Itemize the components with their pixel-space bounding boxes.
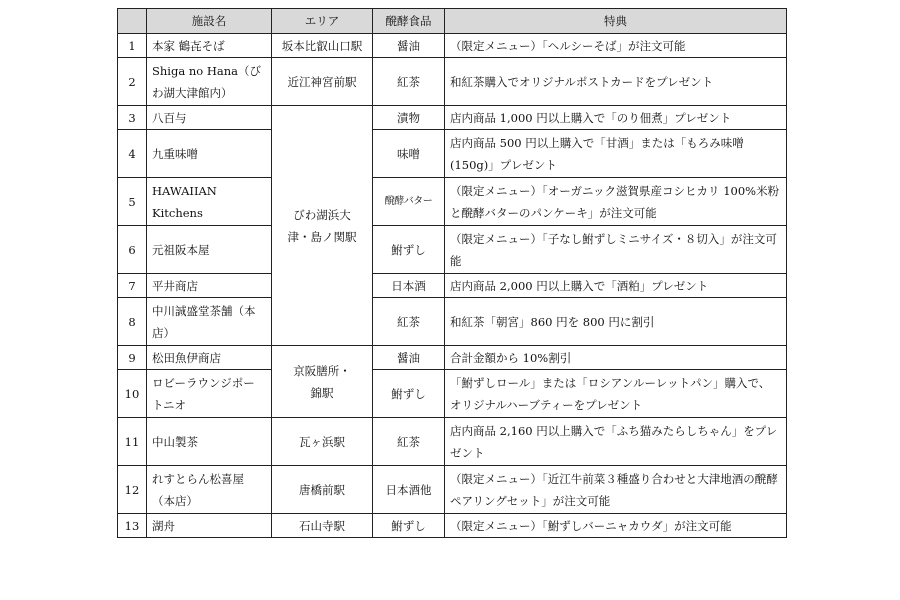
- table-row: [118, 346, 787, 370]
- fermented-food: 味噌: [373, 130, 445, 178]
- table-row: [118, 514, 787, 538]
- header-benefit: 特典: [445, 9, 787, 34]
- benefit-text: 店内商品 1,000 円以上購入で「のり佃煮」プレゼント: [445, 106, 787, 130]
- table-row: [118, 226, 787, 274]
- table-row: [118, 466, 787, 514]
- header-no: [118, 9, 147, 34]
- header-area: エリア: [272, 9, 373, 34]
- row-number: 11: [118, 418, 147, 466]
- facility-name: 松田魚伊商店: [147, 346, 272, 370]
- benefit-text: 合計金額から 10%割引: [445, 346, 787, 370]
- row-number: 13: [118, 514, 147, 538]
- area-name: 石山寺駅: [272, 514, 373, 538]
- row-number: 9: [118, 346, 147, 370]
- benefits-table: [117, 8, 787, 538]
- benefit-text: （限定メニュー）「鮒ずしバーニャカウダ」が注文可能: [445, 514, 787, 538]
- facility-name: 平井商店: [147, 274, 272, 298]
- facility-name: 中川誠盛堂茶舗（本店）: [147, 298, 272, 346]
- fermented-food: 醤油: [373, 34, 445, 58]
- table-row: [118, 298, 787, 346]
- row-number: 6: [118, 226, 147, 274]
- facility-name: Shiga no Hana（びわ湖大津館内）: [147, 58, 272, 106]
- table-row: [118, 130, 787, 178]
- area-name: 京阪膳所・錦駅: [293, 363, 351, 400]
- header-facility: 施設名: [147, 9, 272, 34]
- fermented-food: 鮒ずし: [373, 514, 445, 538]
- facility-name: 元祖阪本屋: [147, 226, 272, 274]
- facility-name: 中山製茶: [147, 418, 272, 466]
- benefit-text: 店内商品 500 円以上購入で「甘酒」または「もろみ味噌(150g)」プレゼント: [445, 130, 787, 178]
- benefit-text: （限定メニュー）「近江牛前菜３種盛り合わせと大津地酒の醗酵ペアリングセット」が注文可能: [445, 466, 787, 514]
- benefit-text: 「鮒ずしロール」または「ロシアンルーレットパン」購入で、オリジナルハーブティーをプレゼント: [445, 370, 787, 418]
- facility-name: 湖舟: [147, 514, 272, 538]
- fermented-food: 日本酒: [373, 274, 445, 298]
- area-name: 坂本比叡山口駅: [272, 34, 373, 58]
- fermented-food: 漬物: [373, 106, 445, 130]
- area-name: 近江神宮前駅: [272, 58, 373, 106]
- row-number: 10: [118, 370, 147, 418]
- area-name: 瓦ヶ浜駅: [272, 418, 373, 466]
- benefit-text: 和紅茶「朝宮」860 円を 800 円に割引: [445, 298, 787, 346]
- fermented-food: 紅茶: [373, 418, 445, 466]
- benefit-text: 店内商品 2,000 円以上購入で「酒粕」プレゼント: [445, 274, 787, 298]
- facility-name: ロビーラウンジポートニオ: [147, 370, 272, 418]
- table-row: [118, 418, 787, 466]
- benefit-text: 店内商品 2,160 円以上購入で「ふち猫みたらしちゃん」をプレゼント: [445, 418, 787, 466]
- row-number: 2: [118, 58, 147, 106]
- area-name-merged: [272, 106, 373, 346]
- header-row: [118, 9, 787, 34]
- row-number: 3: [118, 106, 147, 130]
- table-row: [118, 58, 787, 106]
- fermented-food: 日本酒他: [373, 466, 445, 514]
- facility-name: 九重味噌: [147, 130, 272, 178]
- row-number: 1: [118, 34, 147, 58]
- benefit-text: （限定メニュー）「オーガニック滋賀県産コシヒカリ 100%米粉と醗酵バターのパンケーキ」が注文可能: [445, 178, 787, 226]
- fermented-food: 鮒ずし: [373, 226, 445, 274]
- header-food: 醗酵食品: [373, 9, 445, 34]
- row-number: 4: [118, 130, 147, 178]
- row-number: 5: [118, 178, 147, 226]
- fermented-food: 醗酵バター: [373, 178, 445, 226]
- fermented-food: 紅茶: [373, 58, 445, 106]
- facility-name: 八百与: [147, 106, 272, 130]
- fermented-food: 醤油: [373, 346, 445, 370]
- table-row: [118, 274, 787, 298]
- fermented-food: 鮒ずし: [373, 370, 445, 418]
- row-number: 7: [118, 274, 147, 298]
- benefit-text: （限定メニュー）「子なし鮒ずしミニサイズ・８切入」が注文可能: [445, 226, 787, 274]
- facility-name: HAWAIIAN Kitchens: [147, 178, 272, 226]
- row-number: 8: [118, 298, 147, 346]
- benefit-text: （限定メニュー）「ヘルシーそば」が注文可能: [445, 34, 787, 58]
- facility-name: 本家 鶴㐂そば: [147, 34, 272, 58]
- table-row: [118, 178, 787, 226]
- table-row: [118, 370, 787, 418]
- facility-name: れすとらん松喜屋（本店）: [147, 466, 272, 514]
- area-name: 唐橋前駅: [272, 466, 373, 514]
- table-row: [118, 34, 787, 58]
- area-name-merged: [272, 346, 373, 418]
- area-name: びわ湖浜大津・島ノ関駅: [287, 207, 357, 244]
- row-number: 12: [118, 466, 147, 514]
- fermented-food: 紅茶: [373, 298, 445, 346]
- table-row: [118, 106, 787, 130]
- benefit-text: 和紅茶購入でオリジナルポストカードをプレゼント: [445, 58, 787, 106]
